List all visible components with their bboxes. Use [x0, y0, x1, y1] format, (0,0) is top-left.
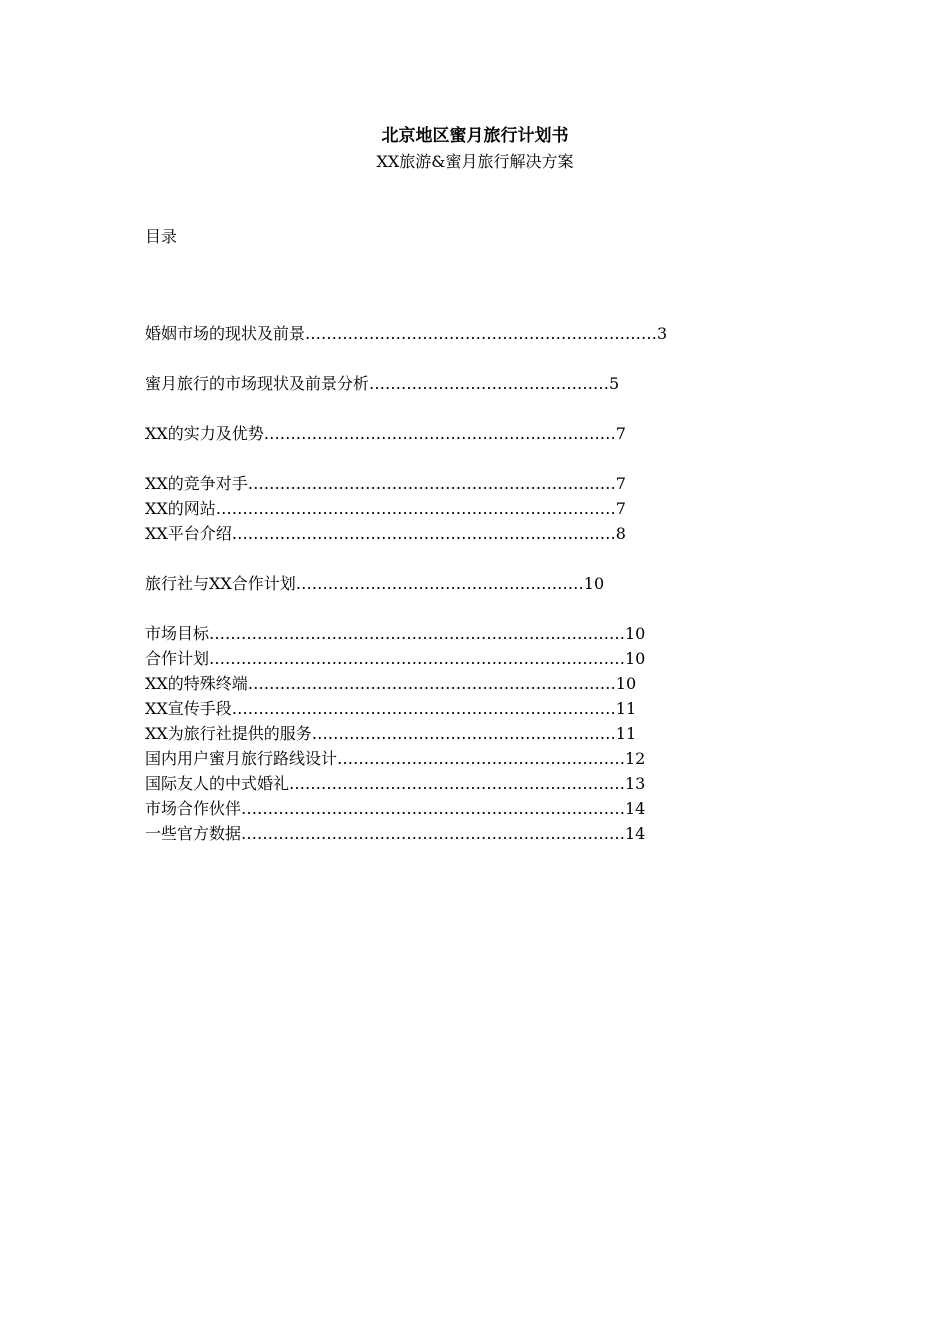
toc-entry[interactable]: XX的网站…………………………………………………………………7	[145, 499, 626, 518]
toc-entry[interactable]: XX平台介绍………………………………………………………………8	[145, 524, 626, 543]
document-title: 北京地区蜜月旅行计划书	[381, 126, 569, 146]
toc-entry[interactable]: 一些官方数据………………………………………………………………14	[145, 824, 646, 843]
toc-heading: 目录	[145, 227, 178, 246]
toc-entry[interactable]: 国际友人的中式婚礼………………………………………………………13	[145, 774, 646, 793]
toc-entry[interactable]: XX的特殊终端……………………………………………………………10	[145, 674, 637, 693]
toc-entry[interactable]: 国内用户蜜月旅行路线设计………………………………………………12	[145, 749, 646, 768]
toc-entry[interactable]: 旅行社与XX合作计划………………………………………………10	[145, 574, 605, 593]
document-subtitle: XX旅游&蜜月旅行解决方案	[376, 152, 574, 171]
toc-entry[interactable]: XX宣传手段………………………………………………………………11	[145, 699, 637, 718]
toc-entry[interactable]: 市场合作伙伴………………………………………………………………14	[145, 799, 646, 818]
toc-entry[interactable]: 蜜月旅行的市场现状及前景分析………………………………………5	[145, 374, 620, 393]
toc-entry[interactable]: 市场目标……………………………………………………………………10	[145, 624, 646, 643]
toc-entry[interactable]: XX的竞争对手……………………………………………………………7	[145, 474, 626, 493]
toc-entry[interactable]: XX为旅行社提供的服务…………………………………………………11	[145, 724, 637, 743]
toc-entry[interactable]: 合作计划……………………………………………………………………10	[145, 649, 646, 668]
toc-entry[interactable]: XX的实力及优势…………………………………………………………7	[145, 424, 626, 443]
toc-entry[interactable]: 婚姻市场的现状及前景…………………………………………………………3	[145, 324, 668, 343]
